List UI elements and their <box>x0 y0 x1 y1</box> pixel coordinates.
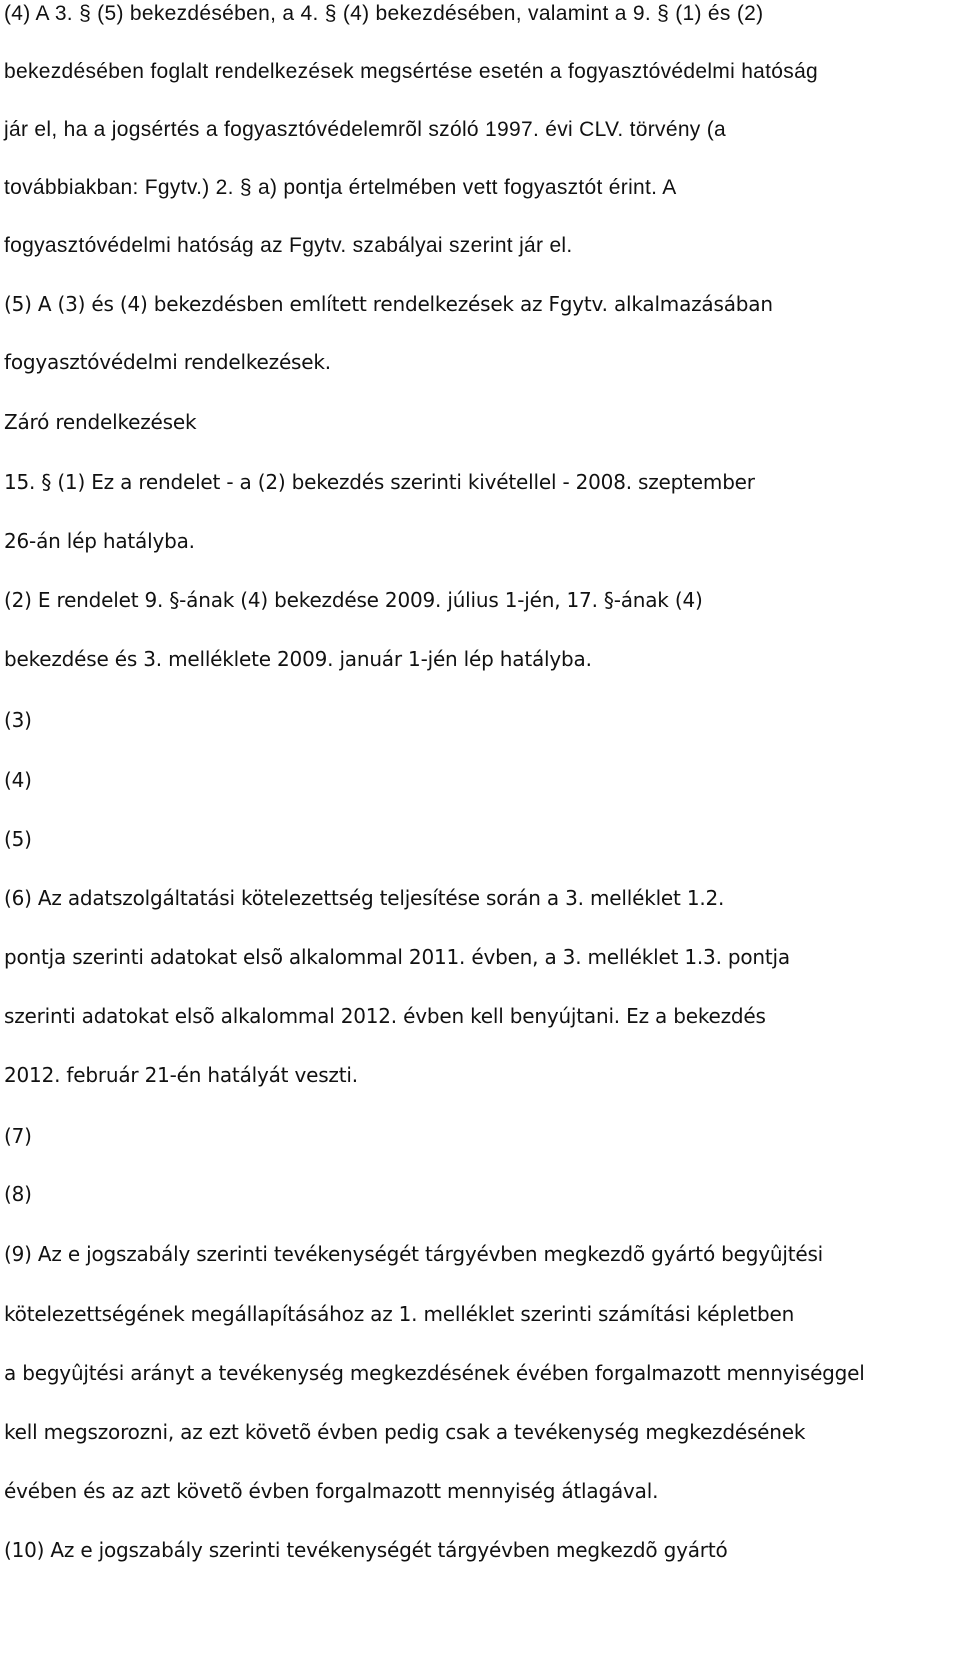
text-line-2: bekezdésében foglalt rendelkezések megsértése esetén a fogyasztóvédelmi hatóság <box>4 60 819 83</box>
text-line-23: kötelezettségének megállapításához az 1. melléklet szerinti számítási képletben <box>4 1302 795 1326</box>
text-line-19: 2012. február 21-én hatályát veszti. <box>4 1063 358 1087</box>
section-heading: Záró rendelkezések <box>4 410 197 434</box>
text-line-27: (10) Az e jogszabály szerinti tevékenységét tárgyévben megkezdõ gyártó <box>4 1538 728 1562</box>
text-line-9: 15. § (1) Ez a rendelet - a (2) bekezdés szerinti kivétellel - 2008. szeptember <box>4 470 755 494</box>
text-line-17: pontja szerinti adatokat elsõ alkalommal 2011. évben, a 3. melléklet 1.3. pontja <box>4 945 790 969</box>
text-line-21: (8) <box>4 1182 32 1206</box>
text-line-5: fogyasztóvédelmi hatóság az Fgytv. szabályai szerint jár el. <box>4 234 573 257</box>
text-line-26: évében és az azt követõ évben forgalmazott mennyiség átlagával. <box>4 1479 659 1503</box>
text-line-14: (4) <box>4 768 32 792</box>
text-line-1: (4) A 3. § (5) bekezdésében, a 4. § (4) bekezdésében, valamint a 9. § (1) és (2) <box>4 2 764 25</box>
text-line-24: a begyûjtési arányt a tevékenység megkezdésének évében forgalmazott mennyiséggel <box>4 1361 865 1385</box>
text-line-16: (6) Az adatszolgáltatási kötelezettség teljesítése során a 3. melléklet 1.2. <box>4 886 725 910</box>
text-line-15: (5) <box>4 827 32 851</box>
text-line-22: (9) Az e jogszabály szerinti tevékenységét tárgyévben megkezdõ gyártó begyûjtési <box>4 1242 824 1266</box>
text-line-3: jár el, ha a jogsértés a fogyasztóvédelemrõl szóló 1997. évi CLV. törvény (a <box>4 118 727 141</box>
text-line-13: (3) <box>4 708 32 732</box>
text-line-4: továbbiakban: Fgytv.) 2. § a) pontja értelmében vett fogyasztót érint. A <box>4 176 677 199</box>
text-line-6: (5) A (3) és (4) bekezdésben említett rendelkezések az Fgytv. alkalmazásában <box>4 292 773 316</box>
text-line-20: (7) <box>4 1124 32 1148</box>
text-line-10: 26-án lép hatályba. <box>4 529 195 553</box>
text-line-7: fogyasztóvédelmi rendelkezések. <box>4 350 331 374</box>
text-line-11: (2) E rendelet 9. §-ának (4) bekezdése 2009. július 1-jén, 17. §-ának (4) <box>4 588 703 612</box>
text-line-25: kell megszorozni, az ezt követõ évben pedig csak a tevékenység megkezdésének <box>4 1420 806 1444</box>
text-line-18: szerinti adatokat elsõ alkalommal 2012. évben kell benyújtani. Ez a bekezdés <box>4 1004 766 1028</box>
text-line-12: bekezdése és 3. melléklete 2009. január 1-jén lép hatályba. <box>4 647 592 671</box>
